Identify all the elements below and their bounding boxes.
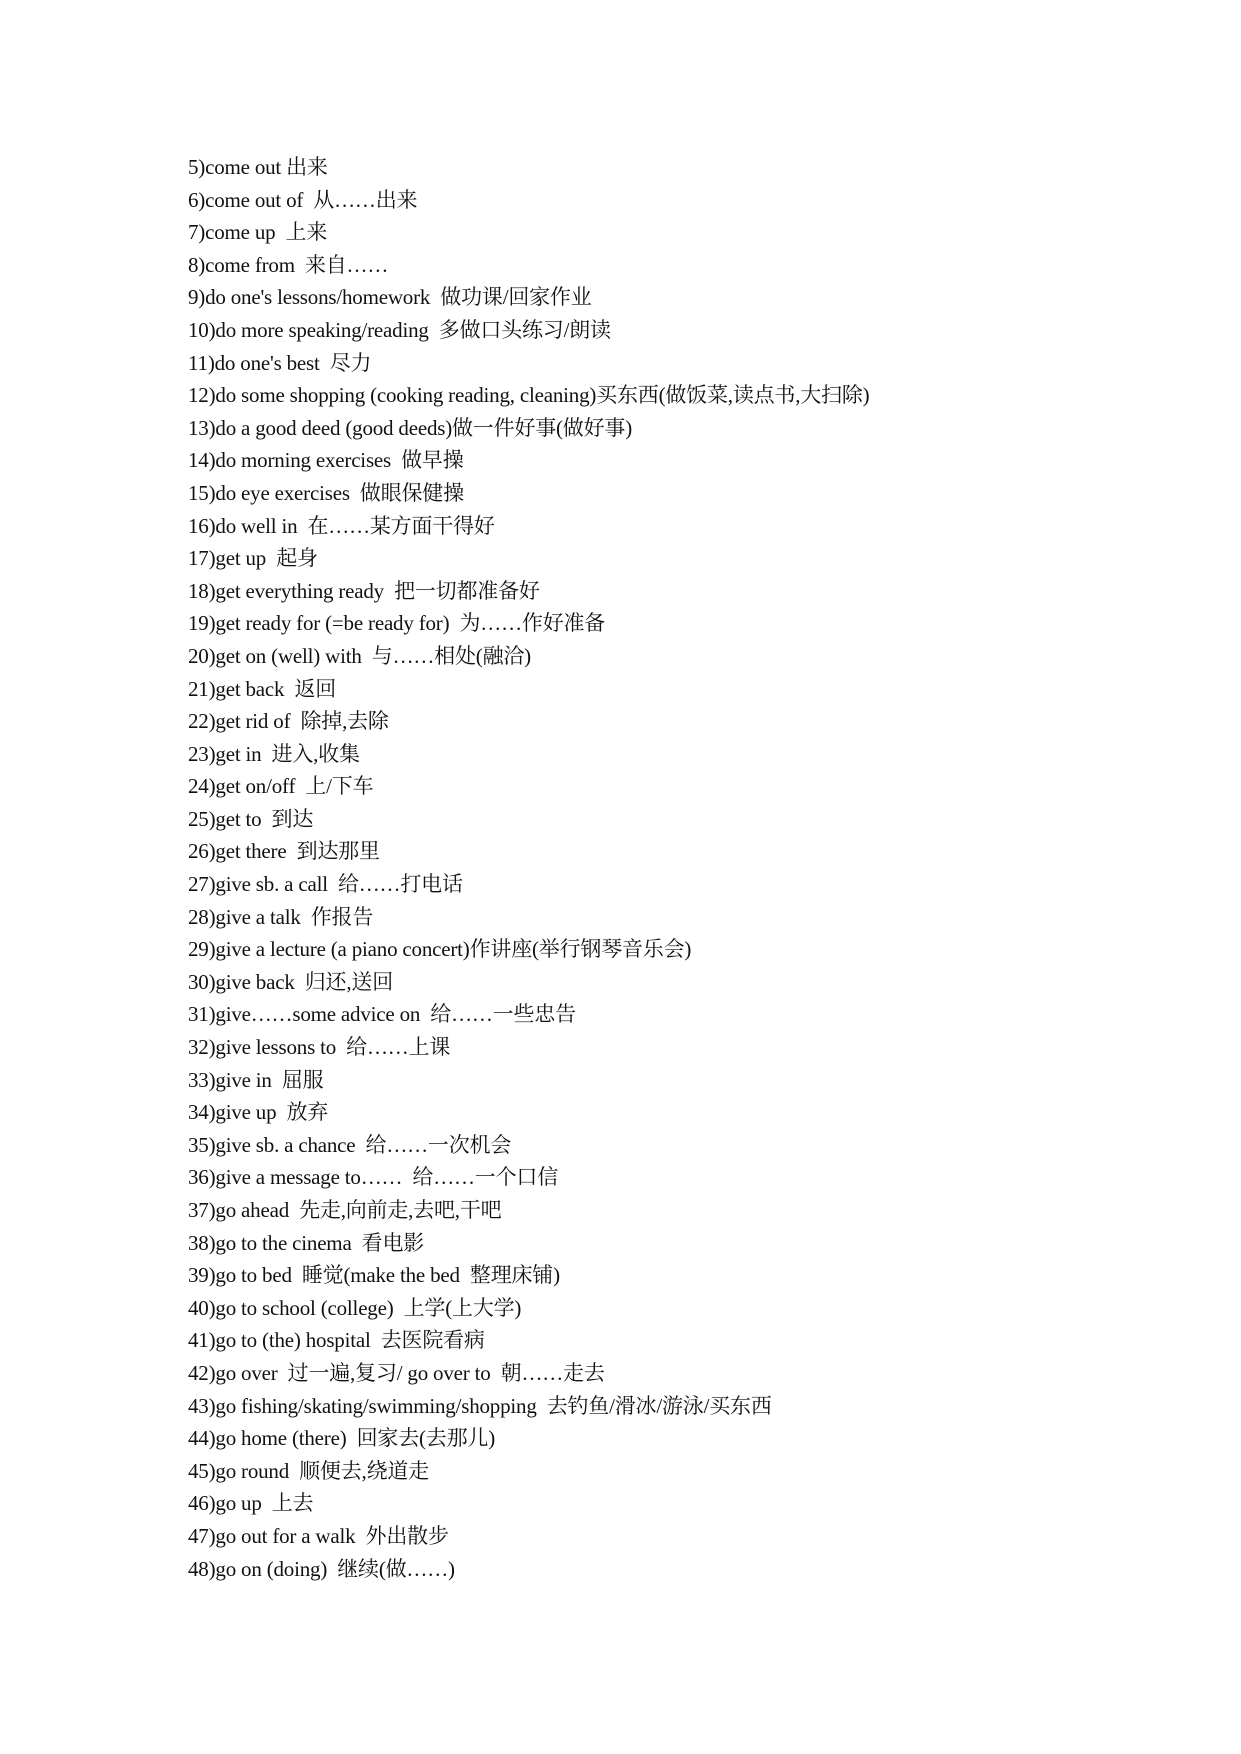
phrase-line: 10)do more speaking/reading 多做口头练习/朗读 (188, 317, 611, 342)
phrase-line: 44)go home (there) 回家去(去那儿) (188, 1426, 495, 1451)
phrase-line: 45)go round 顺便去,绕道走 (188, 1458, 429, 1483)
phrase-line: 27)give sb. a call 给……打电话 (188, 872, 463, 897)
phrase-list (188, 151, 1188, 1585)
phrase-line: 48)go on (doing) 继续(做……) (188, 1556, 455, 1581)
phrase-line: 15)do eye exercises 做眼保健操 (188, 480, 464, 505)
phrase-line: 34)give up 放弃 (188, 1100, 329, 1125)
phrase-line: 47)go out for a walk 外出散步 (188, 1523, 449, 1548)
phrase-line: 14)do morning exercises 做早操 (188, 448, 464, 473)
phrase-line: 6)come out of 从……出来 (188, 187, 418, 212)
phrase-line: 25)get to 到达 (188, 806, 314, 831)
phrase-line: 5)come out 出来 (188, 155, 328, 179)
phrase-line: 12)do some shopping (cooking reading, cleaning)买东西(做饭菜,读点书,大扫除) (188, 383, 870, 408)
phrase-line: 43)go fishing/skating/swimming/shopping 去钓鱼/滑冰/游泳/买东西 (188, 1393, 772, 1418)
phrase-line: 28)give a talk 作报告 (188, 904, 374, 929)
phrase-line: 26)get there 到达那里 (188, 839, 380, 864)
phrase-line: 24)get on/off 上/下车 (188, 774, 374, 799)
phrase-line: 37)go ahead 先走,向前走,去吧,干吧 (188, 1198, 502, 1222)
phrase-line: 29)give a lecture (a piano concert)作讲座(举行钢琴音乐会) (188, 937, 692, 962)
phrase-line: 22)get rid of 除掉,去除 (188, 709, 389, 734)
phrase-line: 35)give sb. a chance 给……一次机会 (188, 1132, 512, 1157)
phrase-line: 13)do a good deed (good deeds)做一件好事(做好事) (188, 415, 632, 440)
phrase-line: 17)get up 起身 (188, 546, 318, 571)
phrase-line: 9)do one's lessons/homework 做功课/回家作业 (188, 285, 592, 310)
phrase-line: 16)do well in 在……某方面干得好 (188, 513, 495, 538)
phrase-line: 40)go to school (college) 上学(上大学) (188, 1295, 522, 1320)
phrase-line: 36)give a message to…… 给……一个口信 (188, 1165, 558, 1190)
phrase-line: 23)get in 进入,收集 (188, 741, 360, 766)
phrase-line: 20)get on (well) with 与……相处(融洽) (188, 643, 531, 668)
phrase-line: 7)come up 上来 (188, 220, 328, 245)
phrase-line: 41)go to (the) hospital 去医院看病 (188, 1328, 485, 1353)
phrase-line: 42)go over 过一遍,复习/ go over to 朝……走去 (188, 1360, 605, 1385)
phrase-line: 39)go to bed 睡觉(make the bed 整理床铺) (188, 1263, 560, 1288)
phrase-line: 18)get everything ready 把一切都准备好 (188, 578, 540, 603)
phrase-line: 33)give in 屈服 (188, 1067, 324, 1092)
phrase-line: 19)get ready for (=be ready for) 为……作好准备 (188, 611, 606, 636)
phrase-line: 11)do one's best 尽力 (188, 350, 372, 375)
phrase-line: 30)give back 归还,送回 (188, 969, 393, 994)
phrase-line: 38)go to the cinema 看电影 (188, 1230, 425, 1255)
phrase-line: 31)give……some advice on 给……一些忠告 (188, 1002, 576, 1027)
phrase-line: 32)give lessons to 给……上课 (188, 1035, 451, 1060)
phrase-line: 21)get back 返回 (188, 676, 337, 701)
phrase-line: 8)come from 来自…… (188, 252, 389, 277)
phrase-line: 46)go up 上去 (188, 1491, 314, 1516)
